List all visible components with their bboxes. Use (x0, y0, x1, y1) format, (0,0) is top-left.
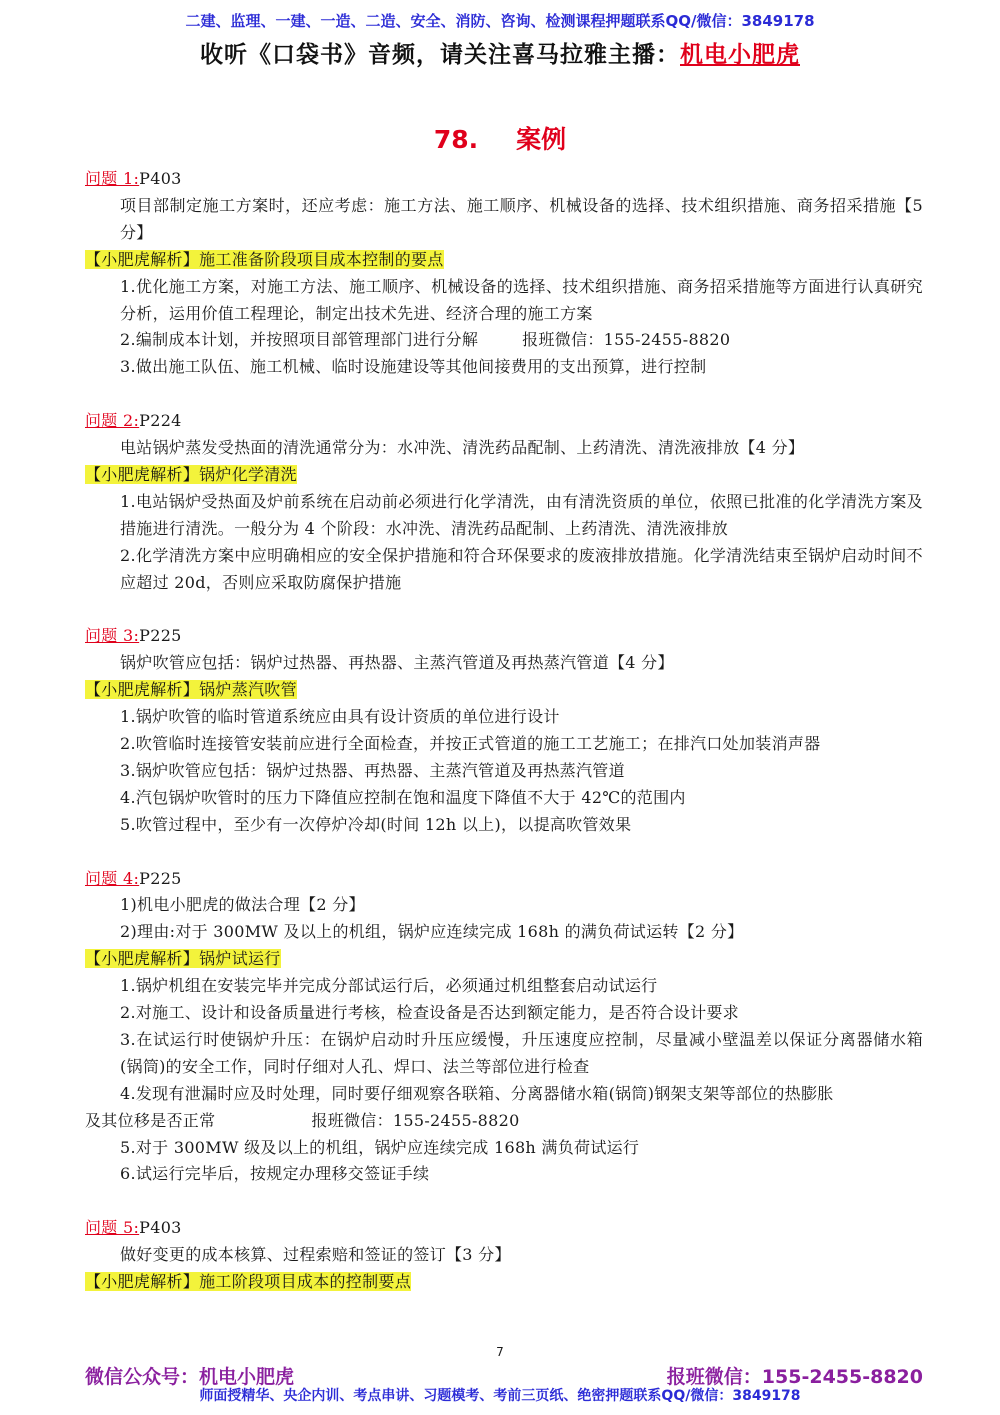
section-title-text: 案例 (516, 125, 567, 154)
analysis-title: 锅炉蒸汽吹管 (199, 680, 297, 700)
question-1-answer: 项目部制定施工方案时，还应考虑：施工方法、施工顺序、机械设备的选择、技术组织措施、商务招采措施【5 分】 (120, 195, 923, 242)
footer-wechat-account: 微信公众号：机电小肥虎 (85, 1366, 295, 1388)
highlight (85, 1272, 411, 1291)
question-5-heading (85, 1215, 923, 1242)
highlight (85, 250, 444, 269)
question-5-answer: 做好变更的成本核算、过程索赔和签证的签订【3 分】 (120, 1245, 511, 1265)
question-3-analysis-heading (85, 677, 923, 704)
question-label: 问题 3: (85, 626, 140, 646)
header-ad-line: 二建、监理、一建、一造、二造、安全、消防、咨询、检测课程押题联系QQ/微信：3849178 (185, 12, 815, 30)
question-4-answer: 1)机电小肥虎的做法合理【2 分】 (120, 895, 365, 915)
analysis-point-continued (85, 1108, 923, 1135)
section-number: 78. (433, 125, 479, 154)
question-1-heading (85, 166, 923, 193)
contact-wechat: 报班微信：155-2455-8820 (311, 1110, 520, 1130)
analysis-point: 3.锅炉吹管应包括：锅炉过热器、再热器、主蒸汽管道及再热蒸汽管道 (120, 760, 625, 780)
analysis-point-text: 及其位移是否正常 (85, 1110, 216, 1130)
analysis-point: 3.做出施工队伍、施工机械、临时设施建设等其他间接费用的支出预算，进行控制 (120, 357, 707, 377)
highlight (85, 949, 281, 968)
question-label: 问题 1: (85, 169, 140, 188)
analysis-title: 锅炉试运行 (199, 949, 281, 969)
question-2-answer: 电站锅炉蒸发受热面的清洗通常分为：水冲洗、清洗药品配制、上药清洗、清洗液排放【4 分】 (120, 438, 805, 458)
section-title (0, 120, 1000, 156)
footer-enroll-wechat: 报班微信：155-2455-8820 (666, 1366, 923, 1388)
page-number: 7 (496, 1345, 504, 1359)
analysis-title: 锅炉化学清洗 (199, 464, 297, 484)
footer-ad-line: 师面授精华、央企内训、考点串讲、习题模考、考前三页纸、绝密押题联系QQ/微信：3849178 (199, 1388, 801, 1404)
question-4-analysis-heading (85, 946, 923, 973)
question-4-heading (85, 866, 923, 893)
analysis-title: 施工阶段项目成本的控制要点 (199, 1272, 412, 1292)
podcast-name-link[interactable]: 机电小肥虎 (680, 42, 800, 68)
analysis-point: 2.化学清洗方案中应明确相应的安全保护措施和符合环保要求的废液排放措施。化学清洗结束至锅炉启动时间不应超过 20d，否则应采取防腐保护措施 (120, 545, 923, 592)
spacer (85, 1188, 923, 1215)
page-ref: P403 (139, 169, 182, 188)
page-ref: P225 (139, 868, 182, 888)
page-ref: P403 (139, 1218, 182, 1238)
analysis-point: 4.汽包锅炉吹管时的压力下降值应控制在饱和温度下降值不大于 42℃的范围内 (120, 787, 686, 807)
podcast-prefix: 收听《口袋书》音频，请关注喜马拉雅主播： (200, 42, 680, 68)
spacer (85, 381, 923, 408)
question-label: 问题 2: (85, 411, 140, 431)
analysis-tag: 【小肥虎解析】 (85, 1272, 200, 1292)
question-label: 问题 5: (85, 1218, 140, 1238)
analysis-tag: 【小肥虎解析】 (85, 680, 200, 700)
header-podcast-line (0, 36, 1000, 69)
analysis-point: 1.锅炉吹管的临时管道系统应由具有设计资质的单位进行设计 (120, 707, 560, 727)
analysis-tag: 【小肥虎解析】 (85, 949, 200, 969)
highlight (85, 465, 297, 484)
analysis-point: 6.试运行完毕后，按规定办理移交签证手续 (120, 1164, 430, 1184)
analysis-point: 5.吹管过程中，至少有一次停炉冷却(时间 12h 以上)，以提高吹管效果 (120, 814, 632, 834)
question-2-analysis-heading (85, 462, 923, 489)
question-1-analysis-heading (85, 247, 923, 274)
analysis-point: 5.对于 300MW 级及以上的机组，锅炉应连续完成 168h 满负荷试运行 (120, 1137, 640, 1157)
analysis-point: 3.在试运行时使锅炉升压：在锅炉启动时升压应缓慢，升压速度应控制，尽量减小壁温差以保证分离器储水箱(锅筒)的安全工作，同时仔细对人孔、焊口、法兰等部位进行检查 (120, 1029, 923, 1076)
highlight (85, 680, 297, 699)
question-2-heading (85, 408, 923, 435)
contact-wechat: 报班微信：155-2455-8820 (522, 330, 731, 350)
analysis-point-text: 2.编制成本计划，并按照项目部管理部门进行分解 (120, 330, 479, 350)
analysis-tag: 【小肥虎解析】 (85, 249, 200, 269)
question-3-heading (85, 623, 923, 650)
case-content (85, 166, 923, 1296)
question-label: 问题 4: (85, 868, 140, 888)
analysis-point: 2.对施工、设计和设备质量进行考核，检查设备是否达到额定能力，是否符合设计要求 (120, 1003, 739, 1023)
analysis-point: 2.吹管临时连接管安装前应进行全面检查，并按正式管道的施工工艺施工；在排汽口处加装消声器 (120, 734, 821, 753)
page-ref: P224 (139, 411, 182, 431)
page-ref: P225 (139, 626, 182, 646)
analysis-point: 1.电站锅炉受热面及炉前系统在启动前必须进行化学清洗，由有清洗资质的单位，依照已批准的化学清洗方案及措施进行清洗。一般分为 4 个阶段：水冲洗、清洗药品配制、上药清洗、清洗液排放 (120, 491, 923, 538)
analysis-point: 4.发现有泄漏时应及时处理，同时要仔细观察各联箱、分离器储水箱(锅筒)钢架支架等部位的热膨胀 (120, 1083, 834, 1103)
spacer (85, 596, 923, 623)
question-4-answer: 2)理由:对于 300MW 及以上的机组，锅炉应连续完成 168h 的满负荷试运转【2 分】 (120, 922, 744, 942)
question-3-answer: 锅炉吹管应包括：锅炉过热器、再热器、主蒸汽管道及再热蒸汽管道【4 分】 (120, 653, 674, 673)
analysis-point: 1.优化施工方案，对施工方法、施工顺序、机械设备的选择、技术组织措施、商务招采措施等方面进行认真研究分析，运用价值工程理论，制定出技术先进、经济合理的施工方案 (120, 276, 923, 323)
analysis-point (85, 327, 923, 354)
analysis-point: 1.锅炉机组在安装完毕并完成分部试运行后，必须通过机组整套启动试运行 (120, 976, 658, 996)
question-5-analysis-heading (85, 1269, 923, 1296)
analysis-tag: 【小肥虎解析】 (85, 464, 200, 484)
spacer (85, 839, 923, 866)
analysis-title: 施工准备阶段项目成本控制的要点 (199, 249, 444, 269)
